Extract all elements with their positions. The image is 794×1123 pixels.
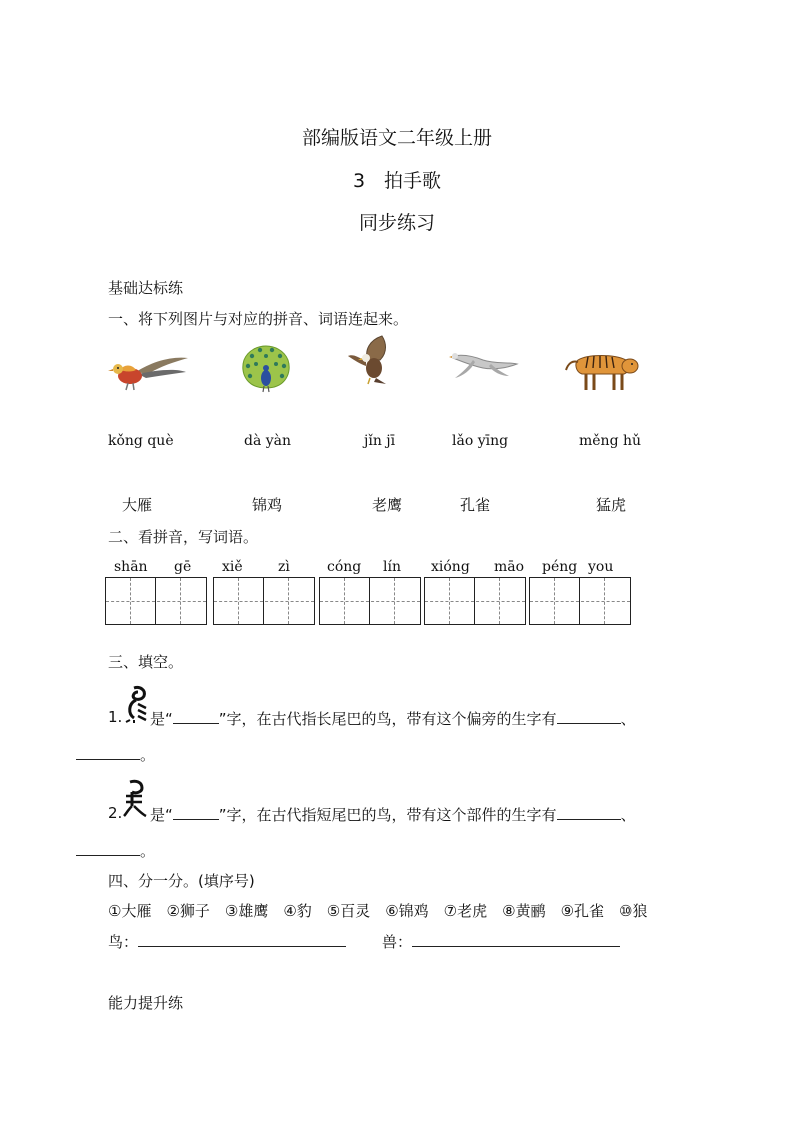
tiger-picture bbox=[564, 340, 644, 394]
word-option: 老鹰 bbox=[372, 496, 403, 514]
pinyin-hint: xióng bbox=[431, 559, 470, 575]
answer-blank[interactable] bbox=[173, 818, 219, 820]
pinyin-hint: shān bbox=[114, 559, 148, 575]
q3-item-1-text: 是“ ”字，在古代指长尾巴的鸟，带有这个偏旁的生字有 、 bbox=[150, 710, 636, 728]
writing-grid[interactable] bbox=[424, 577, 526, 625]
writing-grid[interactable] bbox=[319, 577, 421, 625]
page-title: 部编版语文二年级上册 bbox=[301, 127, 492, 149]
beast-label: 兽： bbox=[382, 933, 413, 951]
pinyin-hint: you bbox=[588, 559, 614, 575]
q3-heading: 三、填空。 bbox=[108, 653, 184, 671]
q2-heading: 二、看拼音，写词语。 bbox=[108, 528, 259, 546]
writing-grid[interactable] bbox=[105, 577, 207, 625]
beast-answer-blank[interactable] bbox=[412, 945, 620, 947]
answer-blank[interactable] bbox=[76, 758, 140, 760]
pinyin-hint: péng bbox=[542, 559, 578, 575]
word-option: 孔雀 bbox=[460, 496, 491, 514]
golden-pheasant-picture bbox=[106, 350, 190, 392]
q3-item-2-number: 2. bbox=[108, 804, 123, 822]
writing-grid[interactable] bbox=[529, 577, 631, 625]
pinyin-hint: māo bbox=[494, 559, 525, 575]
lesson-title: 3 拍手歌 bbox=[352, 170, 442, 192]
q1-heading: 一、将下列图片与对应的拼音、词语连起来。 bbox=[108, 310, 409, 328]
answer-blank[interactable] bbox=[173, 722, 219, 724]
bird-label: 鸟： bbox=[108, 933, 139, 951]
word-option: 大雁 bbox=[122, 496, 153, 514]
word-option: 锦鸡 bbox=[252, 496, 283, 514]
eagle-picture bbox=[346, 334, 402, 388]
ancient-bird-glyph-short-tail bbox=[122, 778, 150, 818]
word-option: 猛虎 bbox=[596, 496, 627, 514]
answer-blank[interactable] bbox=[557, 818, 621, 820]
pinyin-option: lǎo yīng bbox=[452, 433, 509, 449]
ancient-bird-glyph-long-tail bbox=[124, 684, 150, 724]
section-basic: 基础达标练 bbox=[108, 279, 184, 297]
q3-item-1-continuation: 。 bbox=[76, 744, 155, 765]
wild-goose-picture bbox=[449, 346, 519, 380]
pinyin-option: kǒng què bbox=[108, 433, 174, 449]
q4-options: ①大雁 ②狮子 ③雄鹰 ④豹 ⑤百灵 ⑥锦鸡 ⑦老虎 ⑧黄鹂 ⑨孔雀 ⑩狼 bbox=[108, 902, 648, 920]
pinyin-option: dà yàn bbox=[244, 433, 292, 449]
bird-answer-blank[interactable] bbox=[138, 945, 346, 947]
q3-item-2-continuation: 。 bbox=[76, 840, 155, 861]
pinyin-hint: lín bbox=[383, 559, 401, 575]
q4-heading: 四、分一分。(填序号) bbox=[108, 872, 255, 890]
answer-blank[interactable] bbox=[76, 854, 140, 856]
q4-beast-row bbox=[382, 931, 620, 952]
pinyin-option: měng hǔ bbox=[579, 433, 642, 449]
q3-item-1-number: 1. bbox=[108, 708, 123, 726]
q4-bird-row bbox=[108, 931, 346, 952]
pinyin-hint: xiě bbox=[222, 559, 243, 575]
section-advanced: 能力提升练 bbox=[108, 994, 184, 1012]
q3-item-2-text: 是“ ”字，在古代指短尾巴的鸟，带有这个部件的生字有 、 bbox=[150, 806, 636, 824]
pinyin-hint: zì bbox=[278, 559, 290, 575]
pinyin-option: jǐn jī bbox=[364, 433, 396, 449]
pinyin-hint: cóng bbox=[327, 559, 362, 575]
writing-grid[interactable] bbox=[213, 577, 315, 625]
peacock-picture bbox=[238, 344, 294, 394]
pinyin-hint: gē bbox=[174, 559, 192, 575]
page-subtitle: 同步练习 bbox=[358, 212, 435, 234]
answer-blank[interactable] bbox=[557, 722, 621, 724]
